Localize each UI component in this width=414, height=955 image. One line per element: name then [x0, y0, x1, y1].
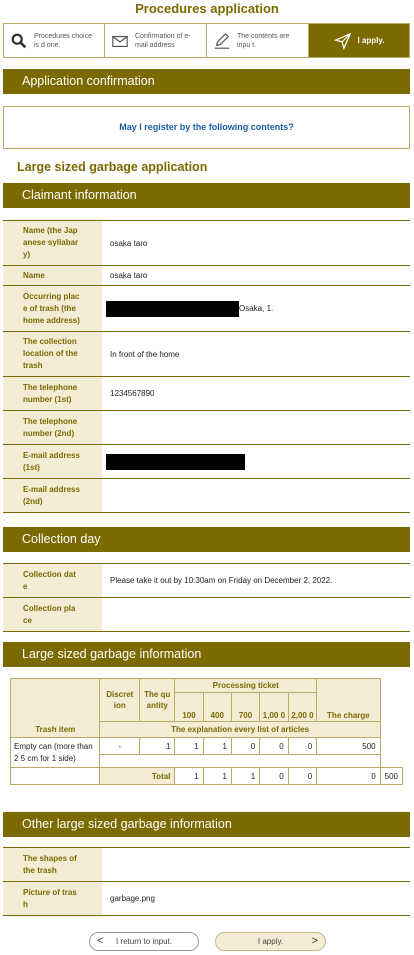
row-value — [102, 479, 410, 512]
row-key: E-mail address (1st) — [3, 445, 102, 478]
header-explanation: The explanation every list of articles — [100, 722, 380, 738]
address-text: Osaka, 1. — [239, 304, 274, 313]
row-key: Collection pla ce — [3, 598, 102, 631]
cell-quantity: 1 — [140, 738, 175, 755]
cell-charge: 500 — [317, 738, 380, 755]
header-discretion: Discret ion — [100, 679, 140, 722]
row-key: The collection location of the trash — [3, 332, 102, 376]
row-key: The shapes of the trash — [3, 848, 102, 881]
application-confirmation-heading: Application confirmation — [3, 69, 410, 94]
step-label: The contents are inpu t. — [237, 32, 290, 49]
table-row — [3, 411, 410, 445]
row-value — [102, 848, 410, 881]
return-to-input-button[interactable] — [89, 932, 199, 951]
table-row — [3, 882, 410, 916]
cell-t700: 0 — [231, 738, 259, 755]
button-label: I apply. — [257, 937, 284, 946]
claimant-heading: Claimant information — [3, 183, 410, 208]
form-title: Large sized garbage application — [17, 160, 208, 174]
chevron-left-icon: < — [97, 935, 104, 947]
row-key: The telephone number (2nd) — [3, 411, 102, 444]
total-t700: 0 — [260, 768, 289, 785]
table-row — [3, 479, 410, 513]
header-ticket-2000: 2,00 0 — [288, 693, 317, 722]
table-row — [3, 332, 410, 377]
header-charge: The charge — [317, 679, 380, 722]
header-ticket-700: 700 — [231, 693, 259, 722]
row-key: Name (the Jap anese syllabar y) — [3, 221, 102, 265]
header-row — [11, 679, 403, 693]
collection-table — [3, 563, 410, 632]
table-row — [3, 266, 410, 286]
header-ticket-1000: 1,00 0 — [260, 693, 289, 722]
header-ticket-100: 100 — [175, 693, 203, 722]
table-row — [3, 598, 410, 632]
step-procedure-choice — [4, 24, 105, 57]
progress-steps — [3, 23, 410, 58]
row-value-email — [102, 445, 410, 478]
search-icon — [10, 32, 28, 50]
row-key: The telephone number (1st) — [3, 377, 102, 410]
header-trash-item: Trash item — [11, 679, 100, 738]
page-title: Procedures application — [135, 1, 279, 16]
row-value-address — [102, 286, 410, 331]
table-row — [3, 445, 410, 479]
step-contents-input — [207, 24, 309, 57]
total-row — [11, 768, 403, 785]
step-label: Procedures choice is d one. — [34, 32, 92, 49]
send-icon — [334, 32, 352, 50]
cell-discretion: - — [100, 738, 140, 755]
table-row — [3, 286, 410, 332]
cell-explanation — [100, 755, 380, 768]
claimant-table — [3, 220, 410, 513]
row-value — [102, 411, 410, 444]
redaction-bar — [106, 301, 239, 317]
total-t2000: 0 — [317, 768, 380, 785]
step-email-confirmation — [105, 24, 207, 57]
garbage-table — [10, 678, 403, 785]
cell-item: Empty can (more than 2 5 cm for 1 side) — [11, 738, 100, 768]
table-row — [3, 221, 410, 266]
header-processing-ticket: Processing ticket — [175, 679, 317, 693]
row-value: In front of the home — [110, 349, 180, 359]
cell-t1000: 0 — [260, 738, 289, 755]
header-quantity: The qu antity — [140, 679, 175, 722]
confirmation-prompt: May I register by the following contents? — [3, 106, 410, 149]
table-row — [11, 738, 403, 755]
row-value: 1234567890 — [110, 389, 155, 398]
step-label: Confirmation of e-mail address — [135, 32, 191, 49]
cell-empty — [11, 768, 100, 785]
button-label: I return to input. — [115, 937, 173, 946]
other-garbage-table — [3, 847, 410, 916]
total-label: Total — [100, 768, 175, 785]
total-t100: 1 — [203, 768, 231, 785]
row-key: Collection dat e — [3, 564, 102, 597]
table-row — [3, 377, 410, 411]
row-key: Name — [3, 266, 102, 285]
chevron-right-icon: > — [311, 935, 318, 947]
row-value: garbage.png — [110, 894, 155, 903]
mail-icon — [111, 32, 129, 50]
step-label: I apply. — [357, 36, 385, 45]
total-t1000: 0 — [288, 768, 317, 785]
redaction-bar — [106, 454, 245, 470]
cell-t2000: 0 — [288, 738, 317, 755]
row-value: Please take it out by 10:30am on Friday on December 2, 2022. — [110, 576, 333, 585]
total-charge: 500 — [380, 768, 402, 785]
cell-t100: 1 — [175, 738, 203, 755]
total-quantity: 1 — [175, 768, 203, 785]
pencil-icon — [213, 32, 231, 50]
row-key: Picture of tras h — [3, 882, 102, 915]
row-value — [102, 598, 410, 631]
table-row — [3, 848, 410, 882]
table-row — [3, 564, 410, 598]
collection-heading: Collection day — [3, 527, 410, 552]
row-value: osaka taro — [110, 238, 148, 248]
header-ticket-400: 400 — [203, 693, 231, 722]
row-key: E-mail address (2nd) — [3, 479, 102, 512]
step-apply — [309, 24, 409, 57]
garbage-heading: Large sized garbage information — [3, 642, 410, 667]
row-key: Occurring plac e of trash (the home address) — [3, 286, 102, 331]
total-t400: 1 — [231, 768, 259, 785]
row-value: osaka taro — [110, 271, 148, 280]
apply-button[interactable] — [215, 932, 326, 951]
other-garbage-heading: Other large sized garbage information — [3, 812, 410, 837]
cell-t400: 1 — [203, 738, 231, 755]
